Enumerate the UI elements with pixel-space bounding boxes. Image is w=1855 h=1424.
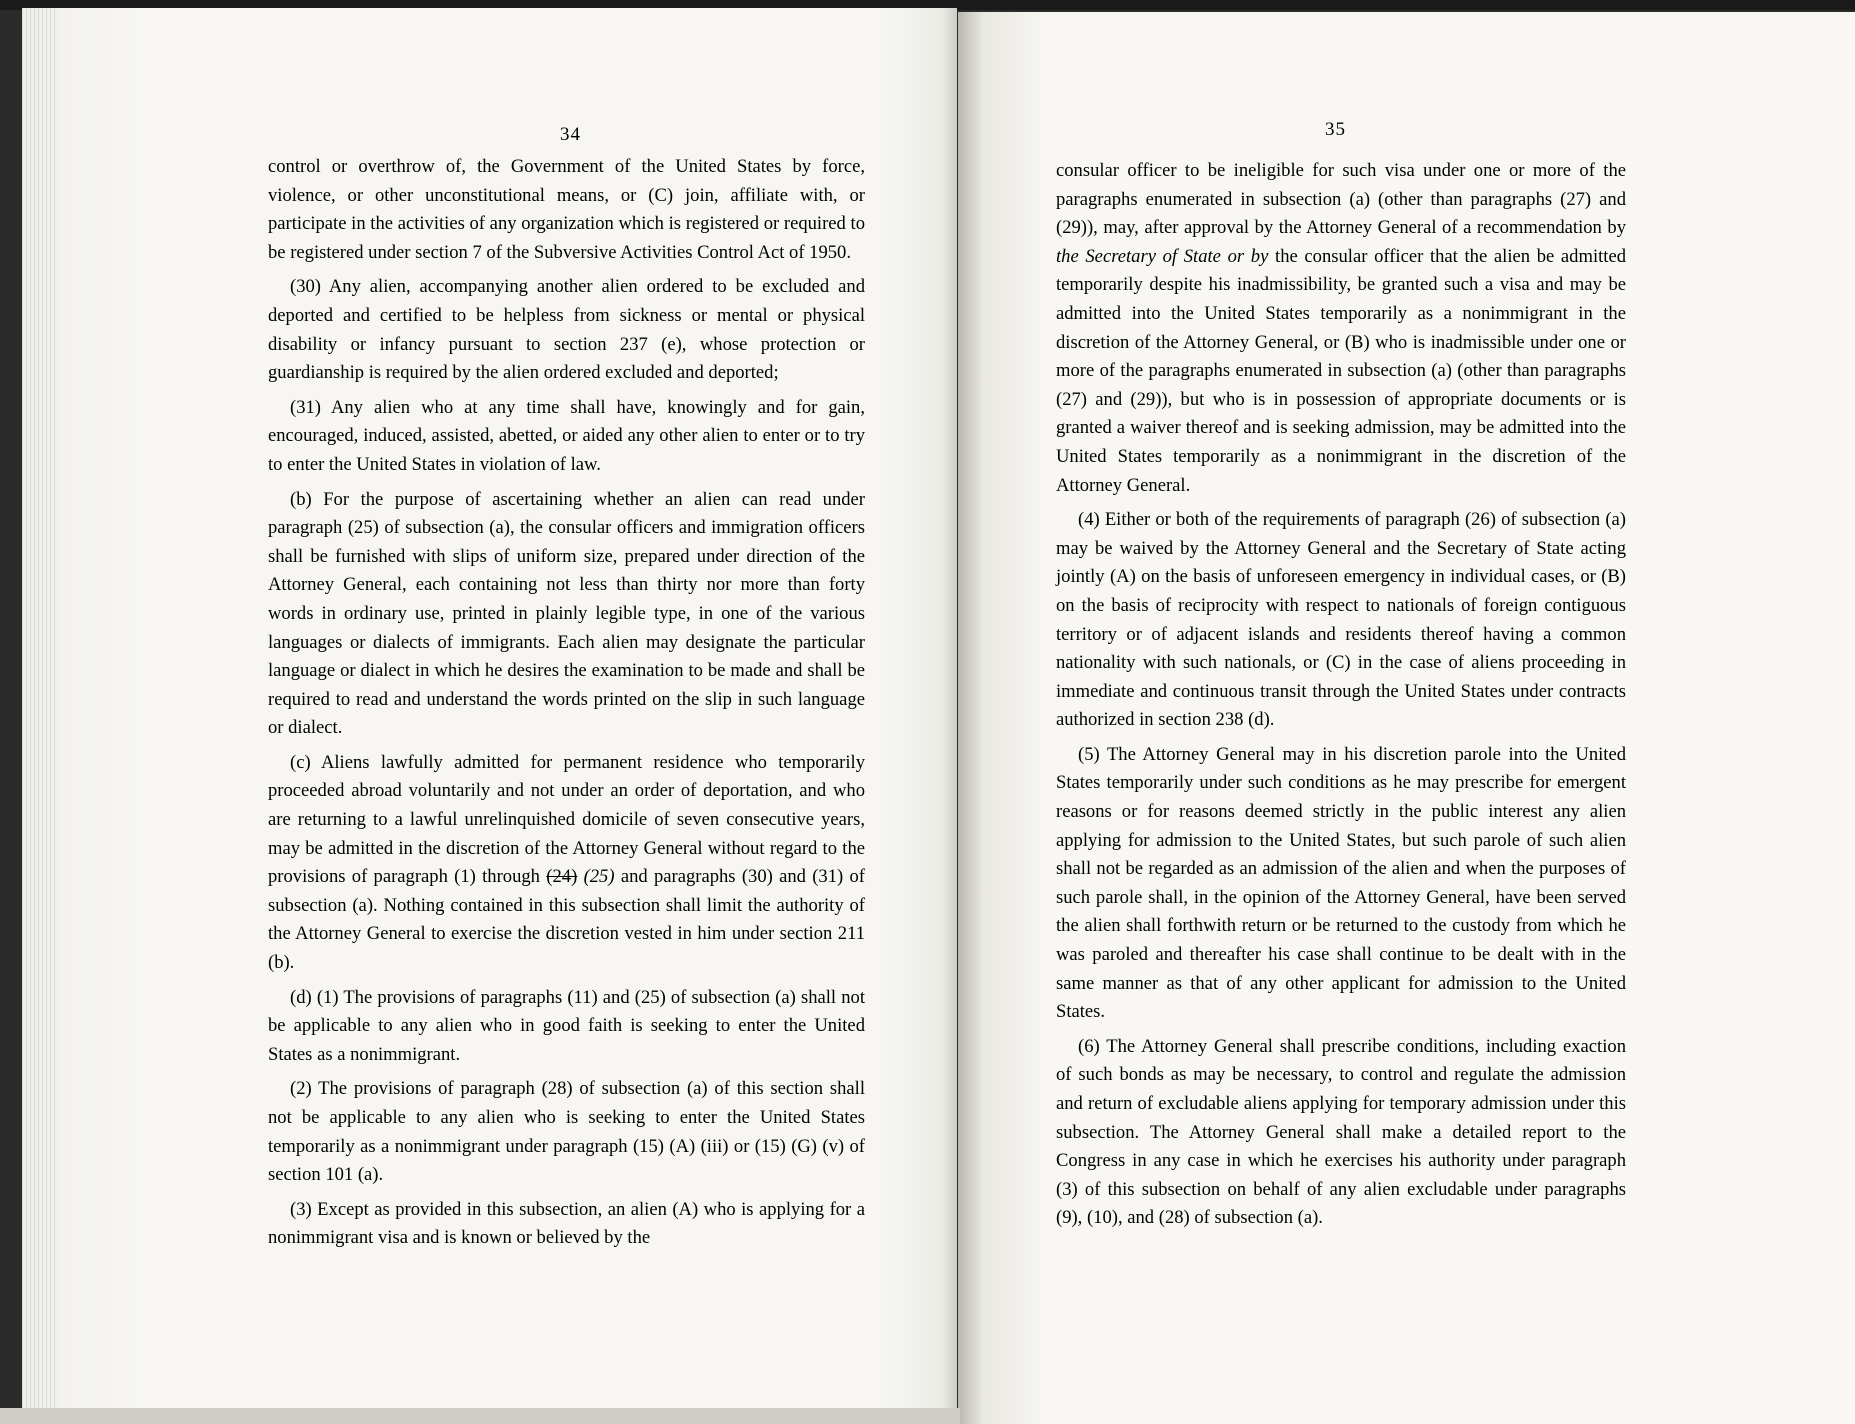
left-paragraph: (d) (1) The provisions of paragraphs (11) and (25) of subsection (a) shall not be applicable to any alien who in good faith is seeking to enter the United States as a nonimmigrant. [268,986,865,1065]
left-paragraph: (31) Any alien who at any time shall have, knowingly and for gain, encouraged, induced, assisted, abetted, or aided any other alien to enter or to try to enter the United States in violation of law. [268,396,865,475]
inserted-italic-text: the Secretary of State or by [1056,245,1269,267]
right-paragraph: (4) Either or both of the requirements of paragraph (26) of subsection (a) may be waived by the Attorney General and the Secretary of State acting jointly (A) on the basis of unforeseen emergency in individual cases, or (B) on the basis of reciprocity with respect to nationals of foreign contiguous territory or of adjacent islands and residents thereof having a common nationality with such nationals, or (C) in the case of aliens proceeding in immediate and continuous transit through the United States under contracts authorized in section 238 (d). [1056,509,1626,731]
inserted-italic-text: (25) [583,866,615,888]
left-page-text [268,153,865,1259]
left-page-number: 34 [560,124,581,145]
left-paragraph: (2) The provisions of paragraph (28) of subsection (a) of this section shall not be applicable to any alien who is seeking to enter the United States temporarily as a nonimmigrant under paragraph (15) (A) (iii) or (15) (G) (v) of section 101 (a). [268,1078,865,1186]
para1-text-2: the consular officer that the alien be admitted temporarily despite his inadmissibility, be granted such a visa and may be admitted into the United States temporarily as a nonimmigrant in the discretion of the Attorney General, or (B) who is inadmissible under one or more of the paragraphs enumerated in subsection (a) (other than paragraphs (27) and (29)), but who is in possession of appropriate documents or is granted a waiver thereof and is seeking admission, may be admitted into the United States temporarily as a nonimmigrant in the discretion of the Attorney General. [1056,245,1626,496]
right-paragraph-continued [1056,157,1626,500]
para-c-text-1: (c) Aliens lawfully admitted for permanent residence who temporarily proceeded abroad voluntarily and not under an order of deportation, and who are returning to a lawful unrelinquished domicile of seven consecutive years, may be admitted in the discretion of the Attorney General without regard to the provisions of paragraph (1) through [268,751,865,888]
left-page-edges [22,8,58,1418]
bottom-edge [0,1408,960,1424]
left-paragraph: (b) For the purpose of ascertaining whether an alien can read under paragraph (25) of subsection (a), the consular officers and immigration officers shall be furnished with slips of uniform size, prepared under direction of the Attorney General, each containing not less than thirty nor more than forty words in ordinary use, printed in plainly legible type, in one of the various languages or dialects of immigrants. Each alien may designate the particular language or dialect in which he desires the examination to be made and shall be required to read and understand the words printed on the slip in such language or dialect. [268,488,865,739]
left-paragraph: (30) Any alien, accompanying another alien ordered to be excluded and deported and certified to be helpless from sickness or mental or physical disability or infancy pursuant to section 237 (e), whose protection or guardianship is required by the alien ordered excluded and deported; [268,276,865,384]
right-page-text [1056,157,1626,1239]
struck-text: (24) [546,866,578,888]
para1-text-1: consular officer to be ineligible for such visa under one or more of the paragraphs enumerated in subsection (a) (other than paragraphs (27) and (29)), may, after approval by the Attorney General of a recommendation by [1056,160,1626,239]
para-c-text-2: and paragraphs (30) and (31) of subsection (a). Nothing contained in this subsection shall limit the authority of the Attorney General to exercise the discretion vested in him under section 211 (b). [268,866,865,974]
right-paragraph: (6) The Attorney General shall prescribe conditions, including exaction of such bonds as may be necessary, to control and regulate the admission and return of excludable aliens applying for temporary admission under this subsection. The Attorney General shall make a detailed report to the Congress in any case in which he exercises his authority under paragraph (3) of this subsection on behalf of any alien excludable under paragraphs (9), (10), and (28) of subsection (a). [1056,1035,1626,1229]
right-page-number: 35 [1325,119,1346,140]
left-paragraph-c [268,749,865,978]
left-paragraph: (3) Except as provided in this subsection, an alien (A) who is applying for a nonimmigrant visa and is known or believed by the [268,1198,865,1249]
right-paragraph: (5) The Attorney General may in his discretion parole into the United States temporarily under such conditions as he may prescribe for emergent reasons or for reasons deemed strictly in the public interest any alien applying for admission to the United States, but such parole of such alien shall not be regarded as an admission of the alien and when the purposes of such parole shall, in the opinion of the Attorney General, have been served the alien shall forthwith return or be returned to the custody from which he was paroled and thereafter his case shall continue to be dealt with in the same manner as that of any other applicant for admission to the United States. [1056,743,1626,1023]
left-paragraph: control or overthrow of, the Government of the United States by force, violence, or other unconstitutional means, or (C) join, affiliate with, or participate in the activities of any organization which is registered or required to be registered under section 7 of the Subversive Activities Control Act of 1950. [268,156,865,263]
